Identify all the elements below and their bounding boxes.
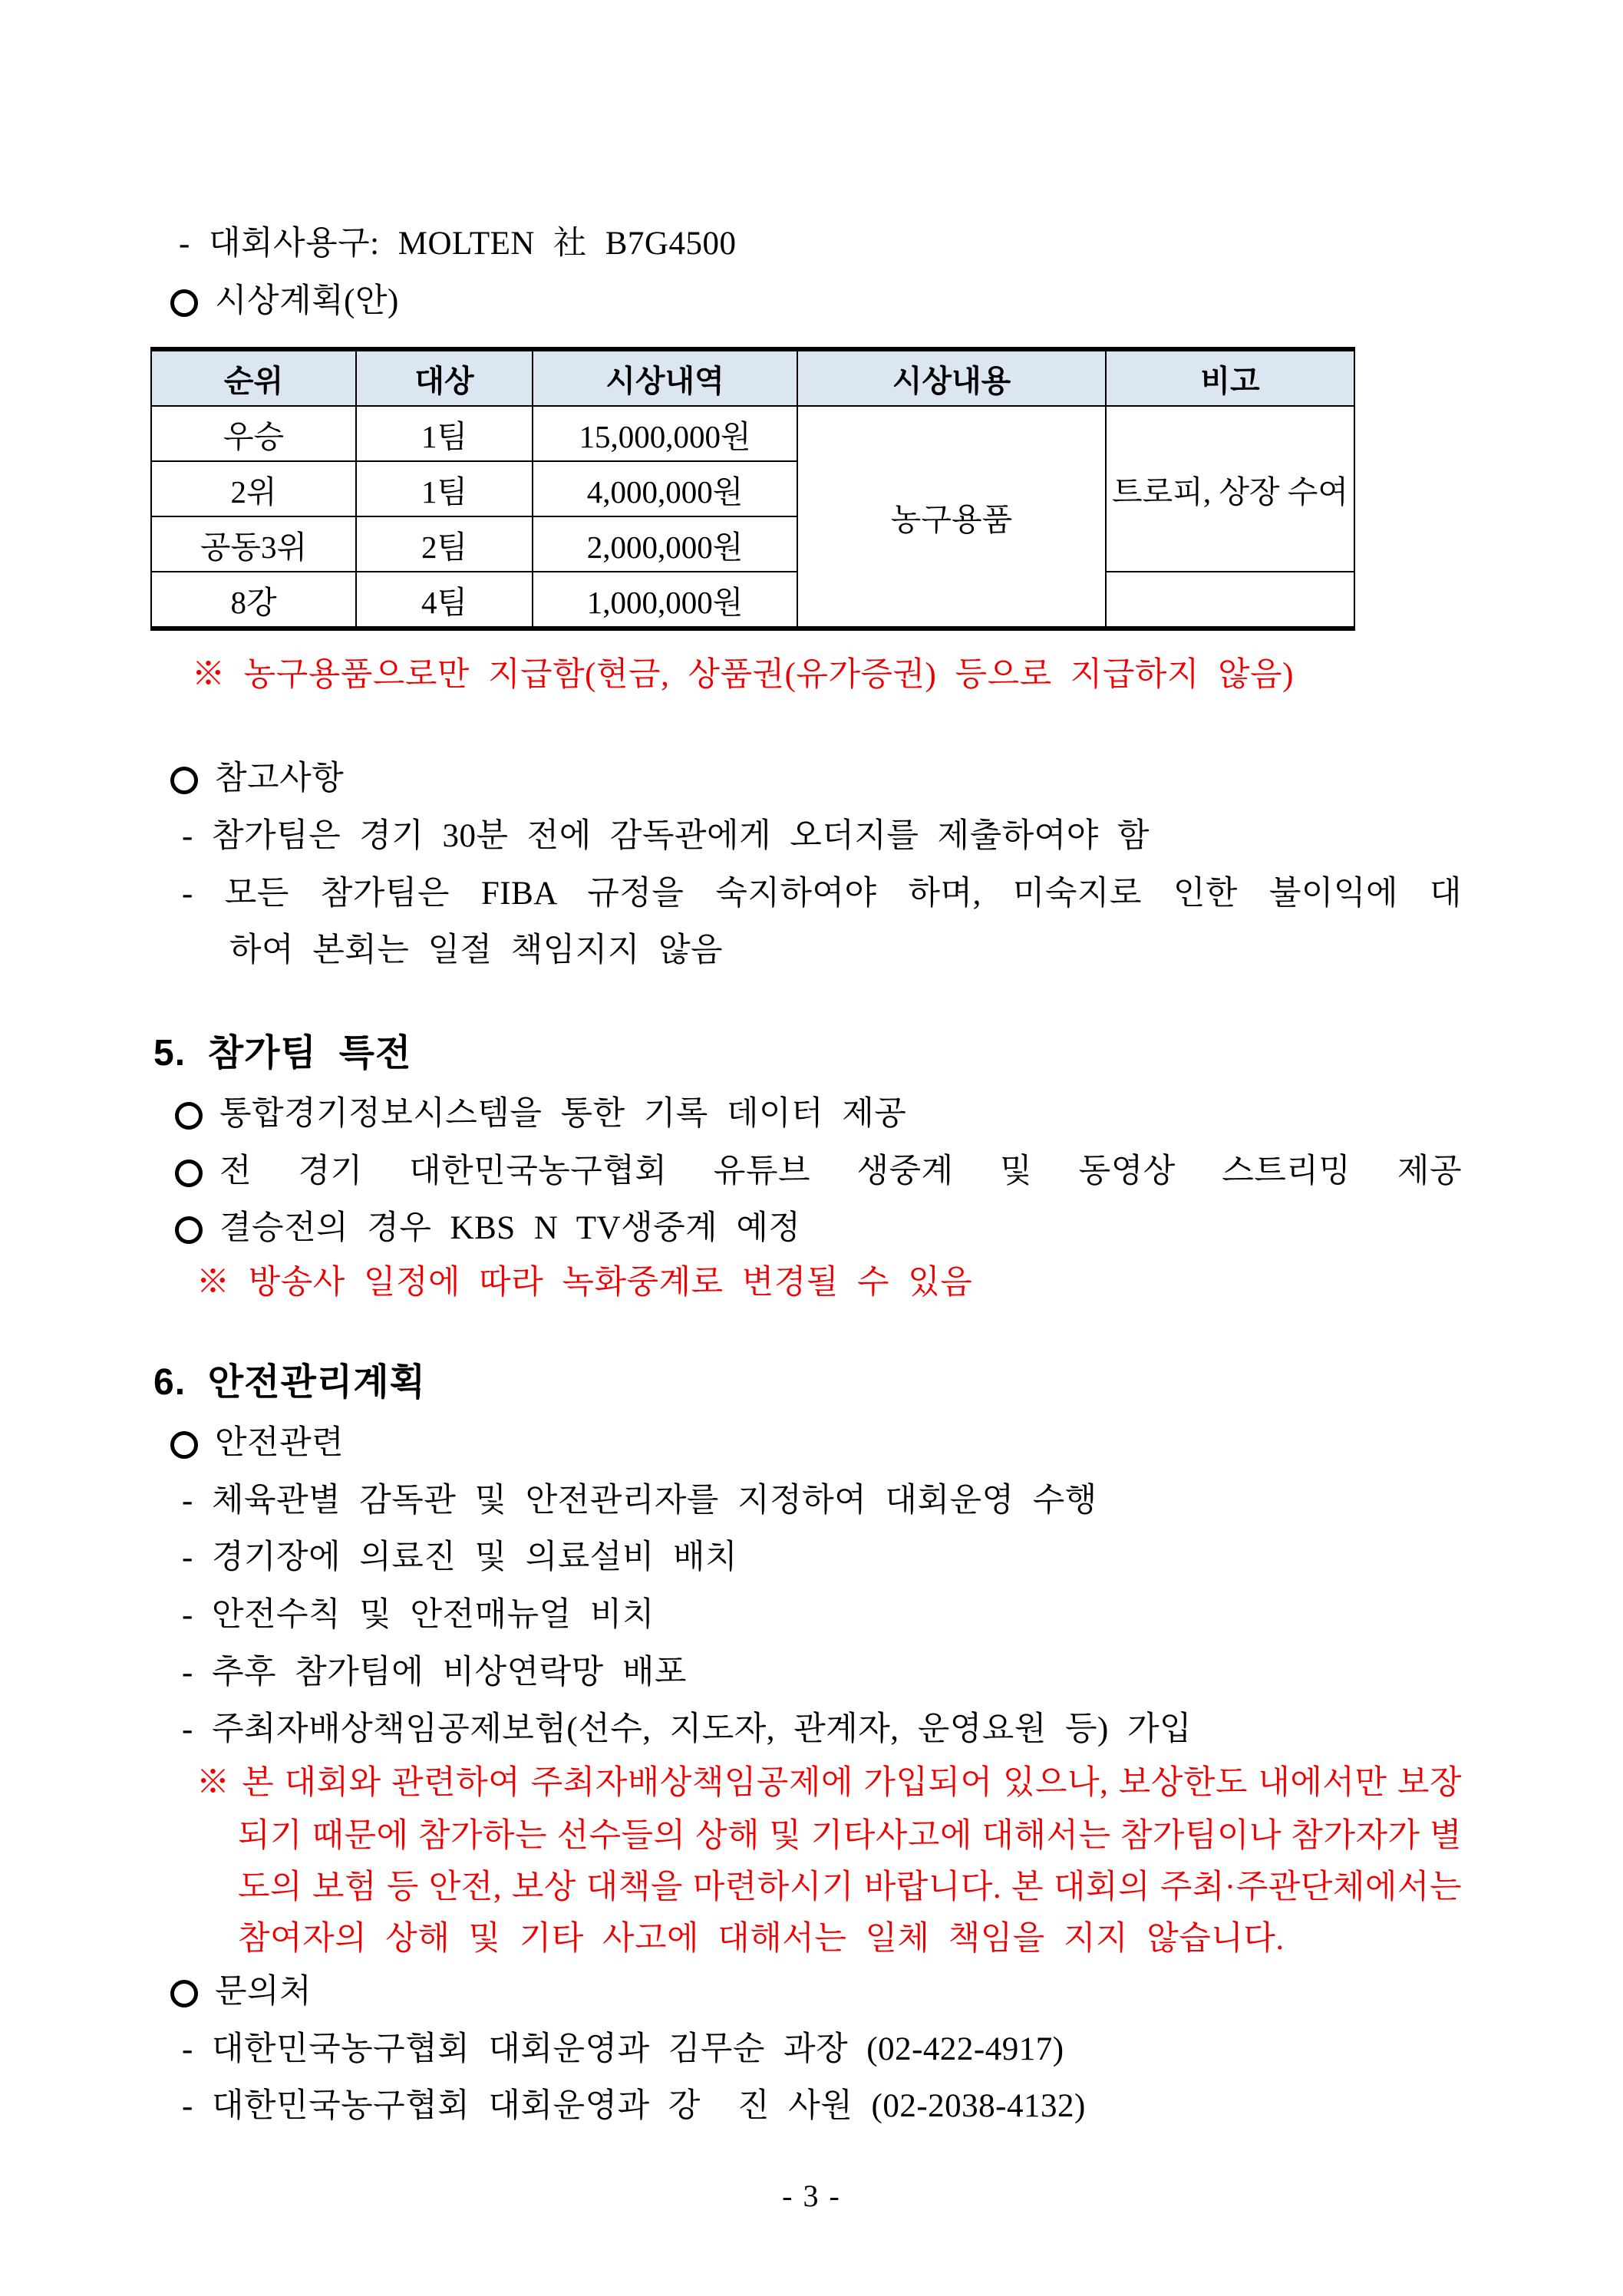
benefit-item-line: [175, 1094, 906, 1135]
circle-bullet-icon: [170, 1980, 198, 2007]
cell-remark-empty: [1106, 572, 1354, 628]
col-header-content: 시상내용: [797, 349, 1106, 406]
section-6-title: 6. 안전관리계획: [153, 1362, 426, 1403]
cell-rank: 8강: [151, 572, 356, 628]
table-row: [151, 406, 1354, 461]
insurance-note-line: 참여자의 상해 및 기타 사고에 대해서는 일체 책임을 지지 않습니다.: [238, 1921, 1285, 1957]
circle-bullet-icon: [170, 1431, 198, 1459]
col-header-prize: 시상내역: [533, 349, 797, 406]
col-header-rank: 순위: [151, 349, 356, 406]
benefit-item: 결승전의 경우 KBS N TV생중계 예정: [219, 1210, 801, 1246]
safety-subtitle-line: [170, 1423, 344, 1464]
safety-item: - 안전수칙 및 안전매뉴얼 비치: [182, 1597, 655, 1633]
cell-prize: 15,000,000원: [533, 406, 797, 461]
cell-teams: 1팀: [356, 461, 533, 516]
benefit-item-line: [175, 1208, 800, 1249]
cell-rank: 우승: [151, 406, 356, 461]
cell-remark-merged: 트로피, 상장 수여: [1106, 406, 1354, 572]
benefit-item: 전 경기 대한민국농구협회 유튜브 생중계 및 동영상 스트리밍 제공: [219, 1153, 1462, 1189]
circle-bullet-icon: [170, 289, 198, 317]
section-5-title: 5. 참가팀 특전: [153, 1033, 412, 1074]
reference-item: - 모든 참가팀은 FIBA 규정을 숙지하여야 하며, 미숙지로 인한 불이익에 대: [182, 876, 1462, 912]
safety-item: - 체육관별 감독관 및 안전관리자를 지정하여 대회운영 수행: [182, 1483, 1097, 1519]
contact-item: - 대한민국농구협회 대회운영과 김무순 과장 (02-422-4917): [182, 2031, 1064, 2067]
cell-teams: 1팀: [356, 406, 533, 461]
broadcast-note: ※ 방송사 일정에 따라 녹화중계로 변경될 수 있음: [196, 1265, 973, 1301]
award-plan-title: 시상계획(안): [215, 283, 399, 319]
prize-table-header-row: [151, 349, 1354, 406]
prize-table: [150, 347, 1355, 631]
circle-bullet-icon: [175, 1216, 203, 1244]
cell-teams: 2팀: [356, 516, 533, 572]
circle-bullet-icon: [170, 767, 198, 794]
benefit-item: 통합경기정보시스템을 통한 기록 데이터 제공: [219, 1096, 907, 1132]
reference-title: 참고사항: [215, 760, 345, 797]
cell-prize: 1,000,000원: [533, 572, 797, 628]
page-number: - 3 -: [782, 2179, 841, 2213]
equipment-line: - 대회사용구: MOLTEN 社 B7G4500: [179, 226, 737, 262]
safety-item: - 주최자배상책임공제보험(선수, 지도자, 관계자, 운영요원 등) 가입: [182, 1711, 1193, 1747]
safety-subtitle: 안전관련: [215, 1425, 345, 1461]
benefit-item-line: [175, 1151, 1462, 1193]
table-row: [151, 572, 1354, 628]
insurance-note-line: 도의 보험 등 안전, 보상 대책을 마련하시기 바랍니다. 본 대회의 주최·주관단체에서는: [238, 1869, 1462, 1905]
prize-footnote: ※ 농구용품으로만 지급함(현금, 상품권(유가증권) 등으로 지급하지 않음): [192, 657, 1294, 693]
contact-title-line: [170, 1971, 312, 2013]
reference-item-continuation: 하여 본회는 일절 책임지지 않음: [229, 932, 724, 968]
circle-bullet-icon: [175, 1160, 203, 1187]
cell-prize-content-merged: 농구용품: [797, 406, 1106, 628]
col-header-target: 대상: [356, 349, 533, 406]
safety-item: - 추후 참가팀에 비상연락망 배포: [182, 1654, 687, 1691]
safety-item: - 경기장에 의료진 및 의료설비 배치: [182, 1539, 738, 1575]
reference-item: - 참가팀은 경기 30분 전에 감독관에게 오더지를 제출하여야 함: [182, 818, 1150, 854]
insurance-note-line: 되기 때문에 참가하는 선수들의 상해 및 기타사고에 대해서는 참가팀이나 참가자가 별: [238, 1818, 1462, 1854]
contact-title: 문의처: [215, 1974, 312, 2010]
cell-teams: 4팀: [356, 572, 533, 628]
contact-item: - 대한민국농구협회 대회운영과 강 진 사원 (02-2038-4132): [182, 2088, 1086, 2124]
circle-bullet-icon: [175, 1102, 203, 1130]
cell-prize: 4,000,000원: [533, 461, 797, 516]
cell-rank: 2위: [151, 461, 356, 516]
award-plan-line: [170, 281, 399, 322]
insurance-note-line: ※ 본 대회와 관련하여 주최자배상책임공제에 가입되어 있으나, 보상한도 내에서만 보장: [196, 1765, 1462, 1801]
cell-rank: 공동3위: [151, 516, 356, 572]
col-header-remark: 비고: [1106, 349, 1354, 406]
reference-title-line: [170, 758, 344, 800]
cell-prize: 2,000,000원: [533, 516, 797, 572]
